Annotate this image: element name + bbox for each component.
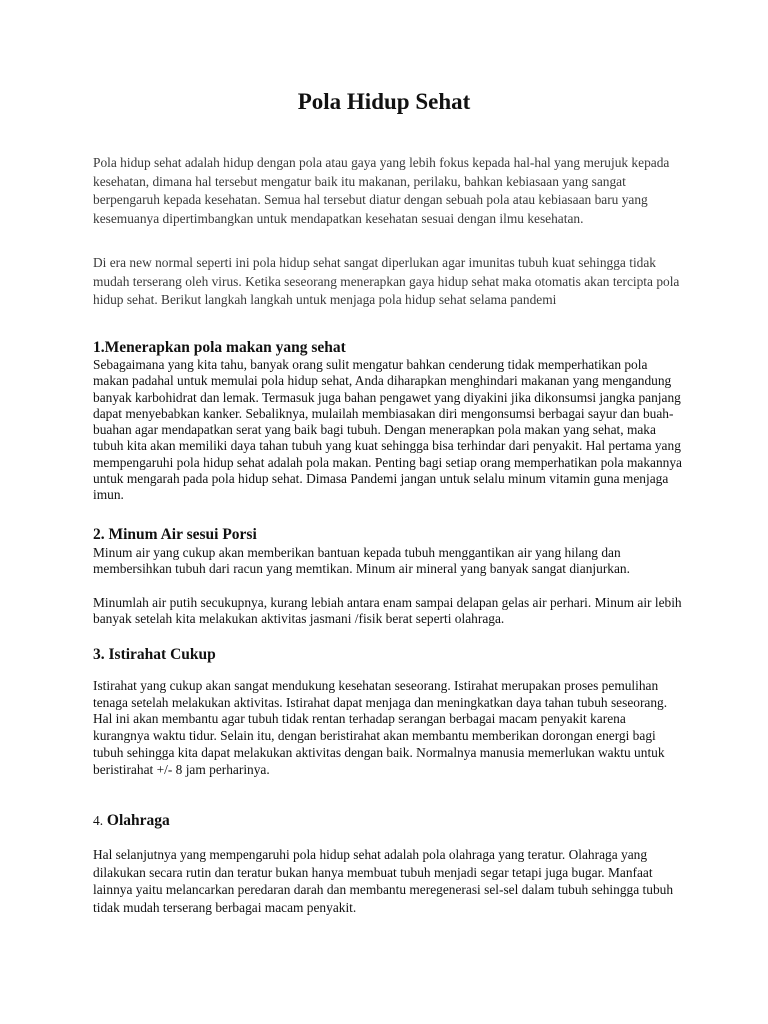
section-1-heading: 1.Menerapkan pola makan yang sehat: [93, 339, 346, 356]
section-1-body: Sebagaimana yang kita tahu, banyak orang sulit mengatur bahkan cenderung tidak memperhatikan pola makan padahal untuk memulai pola hidup sehat, Anda diharapkan menghindari makanan yang mengandung banyak karbohidrat dan lemak. Termasuk juga bahan pengawet yang diyakini jika dikonsumsi jangka panjang dapat menyebabkan kanker. Sebaliknya, mulailah membiasakan diri mengonsumsi berbagai sayur dan buah-buahan agar mendapatkan serat yang baik bagi tubuh. Dengan menerapkan pola makan yang sehat, maka tubuh kita akan memiliki daya tahan tubuh yang kuat sehingga bisa terhindar dari penyakit. Hal pertama yang mempengaruhi pola hidup sehat adalah pola makan. Penting bagi setiap orang memperhatikan pola makannya untuk mengarah pada pola hidup sehat. Dimasa Pandemi jangan untuk selalu minum vitamin guna menjaga imun.: [93, 357, 683, 503]
intro-paragraph-1: Pola hidup sehat adalah hidup dengan pola atau gaya yang lebih fokus kepada hal-hal yang merujuk kepada kesehatan, dimana hal tersebut mengatur baik itu makanan, perilaku, bahkan kebiasaan yang sangat berpengaruh kepada kesehatan. Semua hal tersebut diatur dengan sebuah pola atau kebiasaan baru yang kesemuanya dipertimbangkan untuk mendapatkan kesehatan sesuai dengan ilmu kesehatan.: [93, 155, 670, 226]
section-4-heading: [93, 812, 170, 830]
section-3-body: Istirahat yang cukup akan sangat mendukung kesehatan seseorang. Istirahat merupakan proses pemulihan tenaga setelah melakukan aktivitas. Istirahat dapat menjaga dan meningkatkan daya tahan tubuh seseorang. Hal ini akan membantu agar tubuh tidak rentan terhadap serangan berbagai macam penyakit karena kurangnya waktu tidur. Selain itu, dengan beristirahat akan membantu memberikan dorongan energi bagi tubuh sehingga kita dapat melakukan aktivitas dengan baik. Normalnya manusia memerlukan waktu untuk beristirahat +/- 8 jam perharinya.: [93, 678, 668, 777]
intro-paragraph-2: Di era new normal seperti ini pola hidup sehat sangat diperlukan agar imunitas tubuh kuat sehingga tidak mudah terserang oleh virus. Ketika seseorang menerapkan gaya hidup sehat maka otomatis akan tercipta pola hidup sehat. Berikut langkah langkah untuk menjaga pola hidup sehat selama pandemi: [93, 255, 680, 307]
section-4-title: Olahraga: [106, 812, 170, 829]
section-2-heading: 2. Minum Air sesui Porsi: [93, 526, 257, 543]
section-2-body-2: Minumlah air putih secukupnya, kurang lebiah antara enam sampai delapan gelas air perhari. Minum air lebih banyak setelah kita melakukan aktivitas jasmani /fisik berat seperti olahraga.: [93, 595, 682, 627]
page-title: Pola Hidup Sehat: [297, 89, 471, 114]
section-2-body: Minum air yang cukup akan memberikan bantuan kepada tubuh menggantikan air yang hilang dan membersihkan tubuh dari racun yang memtikan. Minum air mineral yang banyak sangat dianjurkan.: [93, 545, 630, 577]
section-3-heading: 3. Istirahat Cukup: [93, 646, 216, 663]
section-4-body: Hal selanjutnya yang mempengaruhi pola hidup sehat adalah pola olahraga yang teratur. Olahraga yang dilakukan secara rutin dan teratur bukan hanya membuat tubuh menjadi segar tetapi juga bugar. Manfaat lainnya yaitu melancarkan peredaran darah dan membantu meregenerasi sel-sel dalam tubuh sehingga tubuh tidak mudah terserang berbagai macam penyakit.: [93, 847, 674, 915]
section-4-number: 4.: [93, 813, 104, 828]
